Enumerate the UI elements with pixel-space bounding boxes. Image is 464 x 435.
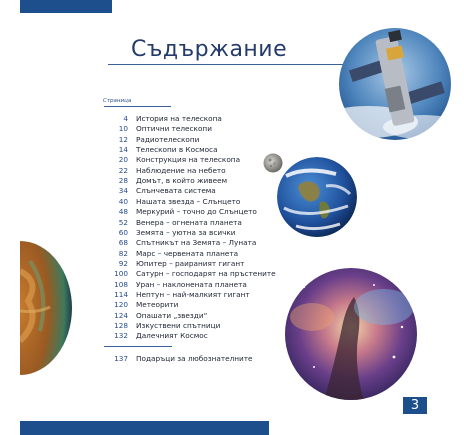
toc-chapter-title: Метеорити (136, 300, 179, 310)
page-title: Съдържание (131, 37, 288, 62)
toc-chapter-title: Земята – уютна за всички (136, 227, 236, 237)
toc-chapter-title: Меркурий – точно до Слънцето (136, 207, 257, 217)
toc-item (104, 207, 304, 217)
page-number: 3 (403, 397, 427, 414)
toc-page-number: 12 (118, 134, 128, 144)
toc-chapter-title: Подаръци за любознателните (136, 353, 253, 363)
toc-page-number: 28 (118, 176, 128, 186)
toc-page-number: 4 (123, 114, 128, 123)
toc-item (104, 135, 304, 145)
toc-item (104, 300, 304, 310)
toc-chapter-title: Сатурн – господарят на пръстените (136, 269, 276, 279)
toc-chapter-title: Домът, в който живеем (136, 176, 228, 186)
top-accent-bar (20, 0, 112, 13)
toc-page-number: 40 (118, 196, 128, 206)
toc-item (104, 321, 304, 331)
toc-chapter-title: Наблюдение на небето (136, 165, 226, 175)
bottom-accent-bar (20, 421, 269, 435)
toc-item (104, 197, 304, 207)
toc-item (104, 238, 304, 248)
toc-chapter-title: Нашата звезда – Слънцето (136, 196, 241, 206)
toc-chapter-title: Нептун – най-малкият гигант (136, 289, 250, 299)
toc-chapter-title: Далечният Космос (136, 331, 208, 341)
toc-page-number: 82 (118, 248, 128, 258)
toc-chapter-title: Изкуствени спътници (136, 321, 221, 330)
toc-item (104, 331, 304, 341)
toc-page-number: 108 (114, 279, 128, 289)
nebula-image (284, 267, 418, 401)
toc-chapter-title: Слънчевата система (136, 186, 216, 196)
pages-label-divider (104, 106, 171, 107)
toc-chapter-title: Марс – червената планета (136, 248, 239, 258)
toc-chapter-title: Опашати „звезди“ (136, 310, 208, 320)
toc-chapter-title: Конструкция на телескопа (136, 155, 241, 165)
toc-page-number: 60 (118, 227, 128, 237)
toc-item-extra (104, 354, 304, 364)
toc-item (104, 280, 304, 290)
toc-page-number: 128 (114, 321, 128, 330)
venus-image (20, 241, 72, 375)
toc-page-number: 114 (114, 289, 128, 299)
toc-page-number: 120 (114, 300, 128, 310)
toc-item (104, 290, 304, 300)
toc-page-number: 137 (114, 353, 128, 363)
toc-item (104, 176, 304, 186)
toc-chapter-title: Венера – огнената планета (136, 217, 242, 227)
toc-item (104, 114, 304, 124)
toc-page-number: 10 (118, 124, 128, 134)
toc-page-number: 92 (118, 258, 128, 268)
toc-item (104, 259, 304, 269)
toc-page-number: 68 (118, 238, 128, 248)
title-divider (108, 64, 344, 65)
toc-page-number: 22 (118, 165, 128, 175)
toc-item (104, 311, 304, 321)
toc-item (104, 218, 304, 228)
earth-image (276, 156, 358, 238)
toc-divider (104, 346, 172, 347)
toc-chapter-title: Спътникът на Земята – Луната (136, 238, 257, 248)
hubble-telescope-image (338, 27, 452, 141)
toc-page-number: 48 (118, 207, 128, 217)
toc-chapter-title: История на телескопа (136, 114, 222, 123)
toc-page-number: 124 (114, 310, 128, 320)
toc-item (104, 228, 304, 238)
toc-chapter-title: Радиотелескопи (136, 134, 200, 144)
toc-chapter-title: Телескопи в Космоса (136, 145, 218, 155)
toc-page-number: 52 (118, 217, 128, 227)
toc-item (104, 124, 304, 134)
toc-item (104, 269, 304, 279)
toc-page-number: 100 (114, 269, 128, 279)
toc-chapter-title: Оптични телескопи (136, 124, 212, 134)
toc-page-number: 132 (114, 331, 128, 341)
pages-column-label: Страница (103, 98, 132, 104)
toc-page-number: 20 (118, 155, 128, 165)
toc-item (104, 249, 304, 259)
toc-chapter-title: Уран – наклонената планета (136, 279, 247, 289)
toc-page-number: 14 (118, 145, 128, 155)
toc-chapter-title: Юпитер – раираният гигант (136, 258, 245, 268)
toc-item (104, 186, 304, 196)
toc-page-number: 34 (118, 186, 128, 196)
